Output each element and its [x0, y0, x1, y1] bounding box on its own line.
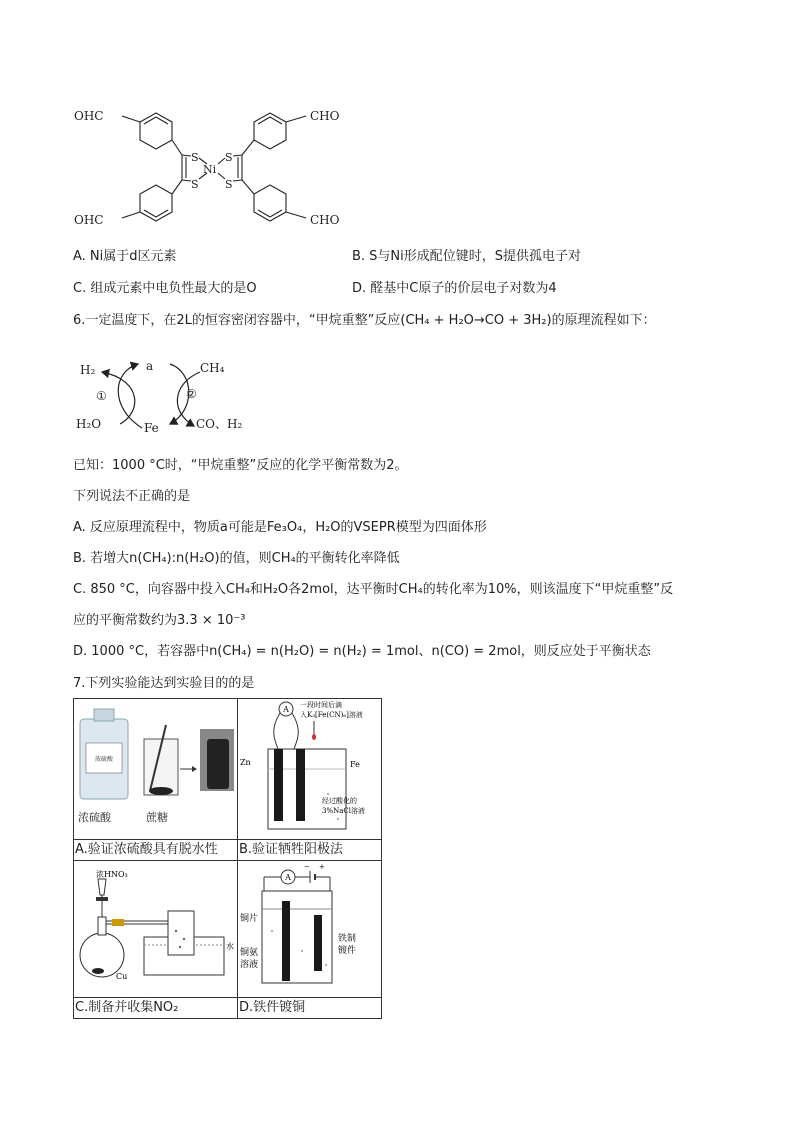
- caption-a: A.验证浓硫酸具有脱水性: [75, 842, 218, 857]
- q5-option-c: C. 组成元素中电负性最大的是O: [73, 281, 257, 296]
- s-atom: S: [225, 151, 233, 164]
- s-atom: S: [191, 151, 199, 164]
- q6-option-b: B. 若增大n(CH₄):n(H₂O)的值，则CH₄的平衡转化率降低: [73, 551, 400, 566]
- methane-reforming-cycle: [72, 352, 262, 442]
- q5-option-a: A. Ni属于d区元素: [73, 249, 177, 264]
- cell-a-caption: [74, 840, 238, 861]
- cho-label-bottom: CHO: [310, 213, 340, 227]
- ch4-label: CH₄: [200, 361, 225, 375]
- q6-option-c: C. 850 °C，向容器中投入CH₄和H₂O各2mol，达平衡时CH₄的转化率为10%，则该温度下“甲烷重整”反: [73, 582, 674, 597]
- cell-c-caption: [74, 998, 238, 1019]
- iron-part-label-1: 铁制: [338, 934, 357, 944]
- q5-option-b: B. S与Ni形成配位键时，S提供孤电子对: [352, 249, 582, 264]
- note-line-2: 入K₃[Fe(CN)₆]溶液: [300, 711, 363, 719]
- svg-text:−: −: [304, 863, 310, 871]
- caption-d: D.铁件镀铜: [239, 1000, 306, 1015]
- q6-option-c-cont: 应的平衡常数约为3.3 × 10⁻³: [73, 613, 246, 628]
- ammeter-label-b: A: [283, 705, 289, 714]
- cell-c-image: [74, 861, 238, 998]
- label-sulfuric-acid: 浓硫酸: [78, 811, 111, 824]
- cell-d-caption: [238, 998, 382, 1019]
- a-label: a: [146, 359, 154, 373]
- svg-text:+: +: [319, 863, 325, 871]
- solution-line-2: 3%NaCl溶液: [322, 807, 365, 815]
- solution-line-1: 经过酸化的: [322, 797, 357, 805]
- caption-b: B.验证牺牲阳极法: [239, 842, 344, 857]
- ammeter-label-d: A: [285, 873, 291, 882]
- conc-hno3-label: 浓HNO₃: [96, 870, 128, 879]
- q6-ask: 下列说法不正确的是: [73, 489, 191, 504]
- q6-stem: 6.一定温度下，在2L的恒容密闭容器中，“甲烷重整”反应(CH₄ + H₂O→CO + 3H₂)的原理流程如下：: [73, 313, 656, 328]
- q6-known: 已知：1000 °C时，“甲烷重整”反应的化学平衡常数为2。: [73, 458, 408, 473]
- cell-b-caption: [238, 840, 382, 861]
- cell-a-image: [74, 699, 238, 840]
- water-label: 水: [226, 942, 234, 951]
- ni-atom: Ni: [203, 163, 217, 176]
- ohc-label-bottom: OHC: [74, 213, 104, 227]
- q7-stem: 7.下列实验能达到实验目的的是: [73, 676, 255, 691]
- cell-b-image: [238, 699, 382, 840]
- q6-option-a: A. 反应原理流程中，物质a可能是Fe₃O₄，H₂O的VSEPR模型为四面体形: [73, 520, 487, 535]
- cu-label: Cu: [116, 972, 128, 981]
- cho-label-top: CHO: [310, 109, 340, 123]
- s-atom: S: [225, 178, 233, 191]
- cu-ammonia-label-1: 铜氨: [240, 948, 259, 958]
- copper-sheet-label: 铜片: [240, 914, 259, 924]
- step-1-label: ①: [96, 389, 107, 403]
- ohc-label-top: OHC: [74, 109, 104, 123]
- iron-part-label-2: 镀件: [338, 946, 357, 956]
- nickel-complex-structure: [70, 100, 360, 235]
- label-sucrose: 蔗糖: [146, 811, 168, 824]
- co-h2-label: CO、H₂: [196, 417, 243, 431]
- cu-ammonia-label-2: 溶液: [240, 960, 259, 970]
- fe-label-b: Fe: [350, 760, 360, 769]
- q5-option-d: D. 醛基中C原子的价层电子对数为4: [352, 281, 557, 296]
- note-line-1: 一段时间后滴: [300, 701, 342, 709]
- cell-d-image: [238, 861, 382, 998]
- caption-c: C.制备并收集NO₂: [75, 1000, 179, 1015]
- fe-label: Fe: [144, 421, 159, 435]
- h2o-label: H₂O: [76, 417, 102, 431]
- h2-label: H₂: [80, 363, 96, 377]
- step-2-label: ②: [186, 387, 197, 401]
- q6-option-d: D. 1000 °C，若容器中n(CH₄) = n(H₂O) = n(H₂) = 1mol、n(CO) = 2mol，则反应处于平衡状态: [73, 644, 651, 659]
- s-atom: S: [191, 178, 199, 191]
- experiment-table: [73, 698, 382, 1019]
- zn-label: Zn: [240, 758, 251, 767]
- bottle-label: 浓硫酸: [94, 756, 114, 763]
